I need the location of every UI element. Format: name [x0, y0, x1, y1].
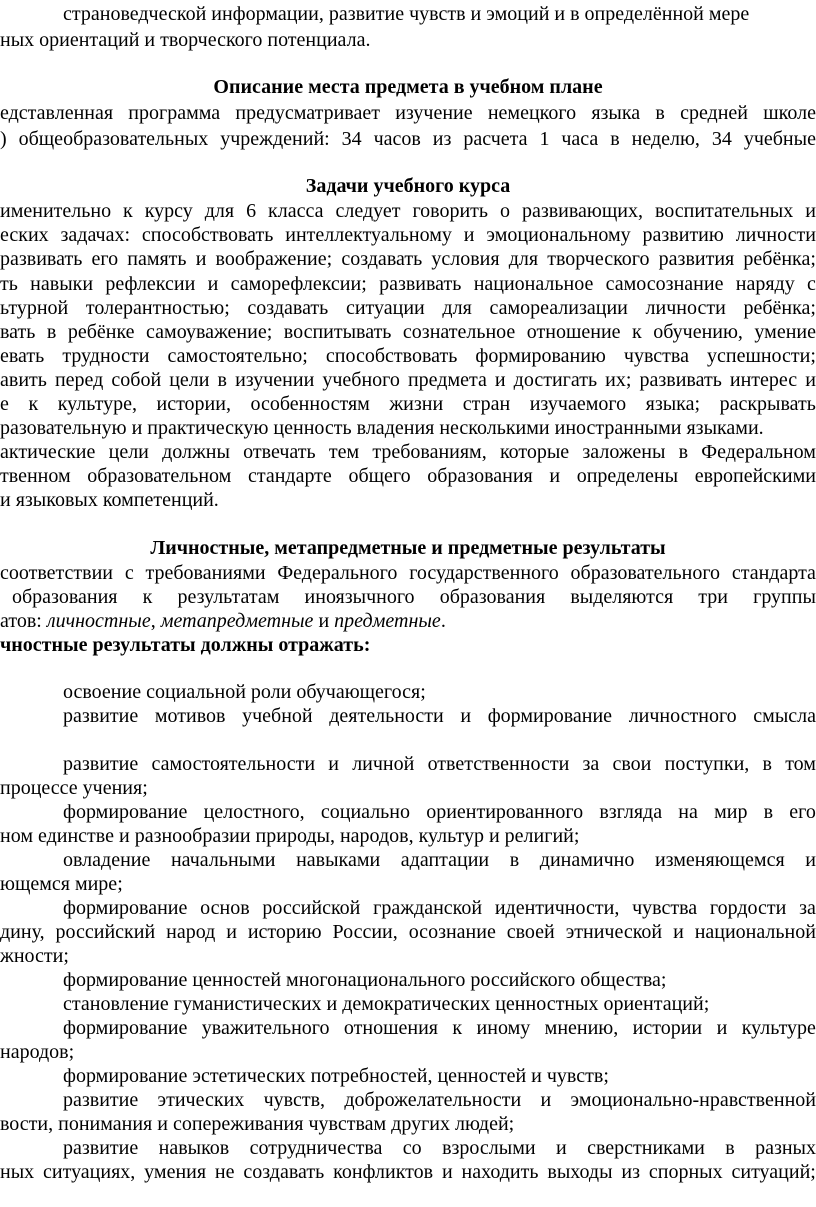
word: формирование — [63, 1017, 188, 1039]
word: Федеральном — [701, 441, 816, 463]
word: ситуациях, — [43, 1161, 136, 1183]
word: и — [673, 921, 684, 943]
word: образования — [439, 586, 546, 608]
word: учебные — [743, 128, 816, 150]
word: предусматривает — [235, 102, 380, 124]
word: именительно — [0, 200, 112, 222]
word: развитие — [63, 705, 139, 727]
word: формирование — [63, 801, 188, 823]
word: и — [463, 224, 475, 246]
word: достигать — [513, 369, 598, 391]
text-line — [0, 560, 816, 586]
word: школе — [763, 102, 816, 124]
word: спорных — [648, 1161, 723, 1183]
word: мнению, — [544, 1017, 619, 1039]
word: за — [582, 753, 600, 775]
word: формированию — [475, 345, 606, 367]
italic-term: предметные — [334, 610, 441, 632]
word: осознание — [408, 921, 496, 943]
text-run: атов: — [0, 610, 47, 632]
word: целостного, — [203, 801, 305, 823]
word: навыков — [158, 1137, 230, 1159]
word: формирование — [63, 897, 188, 919]
word: с — [807, 273, 816, 295]
word: в — [610, 128, 620, 150]
text-line: ном единстве и разнообразии природы, народов, культур и религий; — [0, 825, 580, 847]
word: и — [494, 369, 506, 391]
word: уважительного — [201, 1017, 330, 1039]
word: изучаемого — [529, 393, 627, 415]
text-run: и — [313, 610, 335, 632]
word: самореализации — [489, 297, 628, 319]
text-line: ющемся мире; — [0, 873, 123, 895]
word: воображение; — [215, 248, 333, 270]
word: к — [142, 586, 153, 608]
word: в — [763, 801, 774, 823]
word: актические — [0, 441, 96, 463]
word: образовательном — [87, 465, 232, 487]
word: интерес — [729, 369, 798, 391]
word: самостоятельности — [151, 753, 316, 775]
word: и — [226, 921, 237, 943]
word: ситуации — [345, 297, 425, 319]
text-line: ных ориентаций и творческого потенциала. — [0, 29, 371, 51]
text-line — [0, 439, 816, 465]
word: толерантностью; — [85, 297, 230, 319]
word: иному — [476, 1017, 531, 1039]
word: цели — [108, 441, 149, 463]
word: разных — [755, 1137, 816, 1159]
word: смысла — [753, 705, 816, 727]
word: и — [805, 200, 816, 222]
word: России, — [332, 921, 398, 943]
word: национальное — [473, 273, 594, 295]
word: учреждений: — [220, 128, 330, 150]
word: выходы — [547, 1161, 613, 1183]
word: в — [509, 849, 520, 871]
word: личности — [645, 297, 726, 319]
word: культуре — [741, 1017, 816, 1039]
word: образования — [427, 465, 533, 487]
word: стандарте — [247, 465, 332, 487]
word: немецкого — [487, 102, 577, 124]
word: свои — [612, 753, 652, 775]
word: программа — [128, 102, 221, 124]
text-run: , — [150, 610, 161, 632]
word: начальными — [170, 849, 276, 871]
word: соответствии — [0, 562, 114, 584]
text-line: страноведческой информации, развитие чувств и эмоций и в определённой мере — [63, 3, 750, 25]
word: три — [698, 586, 728, 608]
list-item — [0, 751, 816, 777]
word: навыками — [296, 849, 381, 871]
word: в — [655, 102, 665, 124]
word: интеллектуальному — [285, 224, 452, 246]
word: чувства — [623, 345, 689, 367]
list-item — [0, 1015, 816, 1041]
word: цели — [169, 369, 210, 391]
word: основ — [200, 897, 250, 919]
word: и — [207, 273, 219, 295]
word: находить — [461, 1161, 539, 1183]
word: и — [441, 1161, 453, 1183]
word: этнической — [565, 921, 663, 943]
word: изменяющемся — [654, 849, 785, 871]
word: сознательное — [402, 321, 516, 343]
list-item — [0, 847, 816, 873]
word: 6 — [246, 200, 257, 222]
word: в — [46, 321, 57, 343]
text-line — [0, 1159, 816, 1185]
word: конфликтов — [333, 1161, 434, 1183]
section-heading: Личностные, метапредметные и предметные результаты — [150, 537, 666, 559]
text-line — [0, 198, 816, 224]
word: стран — [462, 393, 511, 415]
word: с — [124, 562, 134, 584]
word: государственного — [409, 562, 559, 584]
word: и — [805, 369, 816, 391]
word: развития — [658, 248, 735, 270]
word: ьтурной — [0, 297, 69, 319]
word: самостоятельно; — [167, 345, 308, 367]
word: эмоциональному — [486, 224, 631, 246]
word: курсу — [144, 200, 193, 222]
word: том — [785, 753, 816, 775]
word: которые — [499, 441, 570, 463]
word: национальной — [694, 921, 816, 943]
word: идентичности, — [494, 897, 620, 919]
word: определены — [576, 465, 679, 487]
word: не — [214, 1161, 235, 1183]
word: перед — [54, 369, 104, 391]
word: деятельности — [329, 705, 444, 727]
word: своей — [506, 921, 555, 943]
word: самосознание — [605, 273, 724, 295]
word: его — [789, 801, 816, 823]
word: 1 — [539, 128, 550, 150]
word: в — [217, 369, 227, 391]
text-line — [0, 126, 816, 152]
text-line — [0, 246, 816, 272]
section-heading: Задачи учебного курса — [305, 175, 511, 197]
word: к — [632, 321, 642, 343]
word: и — [549, 465, 561, 487]
word: из — [621, 1161, 641, 1183]
word: должны — [162, 441, 230, 463]
word: создавать — [243, 1161, 325, 1183]
word: эмоционально-нравственной — [570, 1089, 816, 1111]
word: поступки, — [664, 753, 750, 775]
text-line: вости, понимания и сопереживания чувствам других людей; — [0, 1113, 515, 1135]
word: группы — [753, 586, 816, 608]
text-line — [0, 463, 816, 489]
word: задачах: — [60, 224, 131, 246]
word: творческого — [547, 248, 650, 270]
word: гражданской — [373, 897, 483, 919]
word: в — [725, 1137, 735, 1159]
word: требованиями — [145, 562, 266, 584]
word: языка — [591, 102, 641, 124]
italic-term: личностные — [46, 610, 151, 632]
word: из — [432, 128, 452, 150]
word: авить — [0, 369, 47, 391]
text-line — [0, 271, 816, 297]
word: способствовать — [141, 224, 274, 246]
word: учебной — [242, 705, 313, 727]
word: иноязычного — [304, 586, 415, 608]
word: особенностям — [250, 393, 370, 415]
word: выделяются — [570, 586, 674, 608]
word: умения — [144, 1161, 207, 1183]
subsection-heading: чностные результаты должны отражать: — [0, 634, 371, 656]
word: отвечать — [243, 441, 316, 463]
section-heading: Описание места предмета в учебном плане — [213, 76, 603, 98]
text-line — [0, 343, 816, 369]
word: для — [508, 248, 539, 270]
word: рефлексии — [105, 273, 196, 295]
word: отношение — [526, 321, 621, 343]
word: изучение — [395, 102, 473, 124]
word: истории, — [156, 393, 231, 415]
word: и — [540, 1089, 552, 1111]
word: развитию — [642, 224, 724, 246]
text-run: . — [440, 610, 446, 632]
word: в — [678, 441, 689, 463]
list-item: становление гуманистических и демократических ценностных ориентаций; — [63, 993, 710, 1015]
word: учебного — [322, 369, 400, 391]
word: развивающих, — [521, 200, 643, 222]
word: заложены — [582, 441, 666, 463]
word: его — [91, 248, 119, 270]
word: развитие — [63, 1137, 139, 1159]
word: овладение — [63, 849, 151, 871]
word: успешности; — [707, 345, 816, 367]
word: взгляда — [599, 801, 663, 823]
word: навыки — [30, 273, 94, 295]
text-line — [0, 319, 816, 345]
word: средней — [680, 102, 749, 124]
word: класса — [268, 200, 324, 222]
list-item — [0, 1087, 816, 1113]
word: образовательного — [570, 562, 721, 584]
word: сотрудничества — [249, 1137, 383, 1159]
word: и — [555, 1137, 567, 1159]
word: адаптации — [400, 849, 490, 871]
text-line: жности; — [0, 945, 69, 967]
word: 34 — [711, 128, 732, 150]
word: создавать — [247, 297, 329, 319]
text-line: разовательную и практическую ценность владения несколькими иностранными языками. — [0, 417, 764, 439]
word: воспитательных — [654, 200, 794, 222]
word: развивать — [0, 248, 83, 270]
word: их; — [605, 369, 632, 391]
word: еских — [0, 224, 49, 246]
word: ных — [0, 1161, 35, 1183]
word: обучению, — [653, 321, 743, 343]
word: для — [204, 200, 235, 222]
word: развивать — [379, 273, 462, 295]
word: часов — [373, 128, 421, 150]
word: едставленная — [0, 102, 114, 124]
word: развивать — [639, 369, 722, 391]
word: личностного — [628, 705, 737, 727]
word: ориентированного — [426, 801, 584, 823]
list-item: формирование ценностей многонационального российского общества; — [63, 969, 667, 991]
word: отношения — [343, 1017, 438, 1039]
word: раскрывать — [719, 393, 816, 415]
list-item: формирование эстетических потребностей, ценностей и чувств; — [63, 1065, 609, 1087]
word: умение — [754, 321, 816, 343]
word: жизни — [389, 393, 444, 415]
word: Федерального — [277, 562, 398, 584]
word: память — [127, 248, 187, 270]
word: мотивов — [154, 705, 226, 727]
text-line — [0, 608, 816, 634]
word: ть — [0, 273, 18, 295]
word: чувств, — [263, 1089, 326, 1111]
word: социально — [320, 801, 410, 823]
word: евать — [0, 345, 45, 367]
text-line — [0, 391, 816, 417]
word: взрослыми — [442, 1137, 536, 1159]
word: ребёнке — [67, 321, 135, 343]
word: европейскими — [694, 465, 816, 487]
word: собой — [111, 369, 162, 391]
list-item — [0, 703, 816, 729]
word: истории — [632, 1017, 703, 1039]
word: народ — [166, 921, 216, 943]
word: и — [460, 705, 472, 727]
text-line: процессе учения; — [0, 777, 148, 799]
text-line — [0, 367, 816, 393]
word: сверстниками — [587, 1137, 705, 1159]
word: самоуважение; — [146, 321, 273, 343]
text-line — [0, 100, 816, 126]
word: часа — [561, 128, 599, 150]
word: российской — [262, 897, 361, 919]
word: вать — [0, 321, 36, 343]
word: развитие — [63, 1089, 139, 1111]
word: изучении — [235, 369, 315, 391]
word: ситуаций; — [731, 1161, 816, 1183]
word: развитие — [63, 753, 139, 775]
word: предмета — [407, 369, 487, 391]
word: ребёнка; — [743, 248, 816, 270]
word: неделю, — [631, 128, 700, 150]
word: формирование — [487, 705, 613, 727]
word: расчета — [463, 128, 528, 150]
word: со — [402, 1137, 422, 1159]
word: и — [195, 248, 207, 270]
word: ) — [0, 128, 7, 150]
text-line — [0, 222, 816, 248]
word: к — [123, 200, 133, 222]
word: твенном — [0, 465, 71, 487]
word: российский — [55, 921, 156, 943]
list-item: освоение социальной роли обучающегося; — [63, 681, 426, 703]
word: личной — [352, 753, 415, 775]
word: историю — [247, 921, 322, 943]
word: трудности — [62, 345, 150, 367]
word: для — [442, 297, 472, 319]
word: и — [328, 753, 339, 775]
word: личности — [735, 224, 816, 246]
word: следует — [335, 200, 401, 222]
word: общеобразовательных — [18, 128, 209, 150]
word: ответственности — [427, 753, 570, 775]
word: в — [762, 753, 772, 775]
word: на — [678, 801, 698, 823]
word: образования — [12, 586, 118, 608]
word: стандарта — [731, 562, 816, 584]
word: саморефлексии; — [230, 273, 367, 295]
word: гордости — [709, 897, 787, 919]
word: к — [28, 393, 39, 415]
word: и — [716, 1017, 728, 1039]
word: результатам — [177, 586, 280, 608]
list-item — [0, 1135, 816, 1161]
italic-term: метапредметные — [160, 610, 314, 632]
word: е — [0, 393, 9, 415]
word: динамично — [539, 849, 635, 871]
word: условия — [431, 248, 500, 270]
text-line — [0, 295, 816, 321]
text-line — [0, 584, 816, 610]
word: о — [499, 200, 510, 222]
word: способствовать — [325, 345, 458, 367]
word: доброжелательности — [344, 1089, 522, 1111]
word: мир — [714, 801, 748, 823]
text-line: и языковых компетенций. — [0, 489, 219, 511]
word: за — [799, 897, 816, 919]
word: 34 — [341, 128, 362, 150]
word: требованиям, — [372, 441, 487, 463]
word: ребёнка; — [743, 297, 816, 319]
text-line — [0, 919, 816, 945]
list-item — [0, 895, 816, 921]
text-line: народов; — [0, 1041, 75, 1063]
word: воспитывать — [283, 321, 392, 343]
word: тем — [328, 441, 360, 463]
word: к — [452, 1017, 463, 1039]
word: и — [805, 849, 816, 871]
word: создавать — [341, 248, 423, 270]
word: общего — [348, 465, 411, 487]
word: культуре, — [57, 393, 137, 415]
word: чувства — [632, 897, 698, 919]
word: дину, — [0, 921, 45, 943]
list-item — [0, 799, 816, 825]
word: языка; — [645, 393, 701, 415]
word: этических — [157, 1089, 245, 1111]
word: наряду — [735, 273, 795, 295]
word: говорить — [412, 200, 489, 222]
